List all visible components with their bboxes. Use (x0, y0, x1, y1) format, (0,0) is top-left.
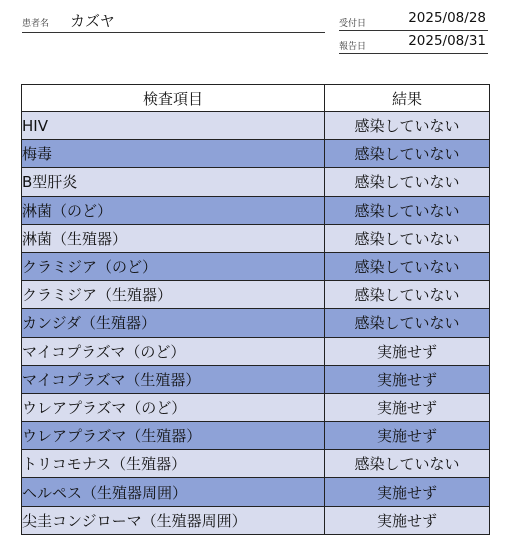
test-result-cell: 感染していない (325, 450, 490, 478)
table-row (22, 196, 490, 224)
table-row (22, 309, 490, 337)
test-result-cell: 実施せず (325, 337, 490, 365)
table-row (22, 422, 490, 450)
column-header-result: 結果 (325, 85, 490, 112)
test-item-cell: ウレアプラズマ（生殖器） (22, 422, 325, 450)
test-result-cell: 感染していない (325, 309, 490, 337)
test-result-cell: 感染していない (325, 281, 490, 309)
test-result-cell: 実施せず (325, 506, 490, 534)
test-item-cell: 淋菌（のど） (22, 196, 325, 224)
table-row (22, 252, 490, 280)
test-item-cell: ウレアプラズマ（のど） (22, 393, 325, 421)
table-row (22, 506, 490, 534)
table-row (22, 281, 490, 309)
test-item-cell: ヘルペス（生殖器周囲） (22, 478, 325, 506)
received-date-field (339, 8, 488, 31)
patient-name-label: 患者名 (22, 19, 50, 29)
table-row (22, 450, 490, 478)
table-body (22, 112, 490, 535)
table-row (22, 168, 490, 196)
test-item-cell: B型肝炎 (22, 168, 325, 196)
table-row (22, 224, 490, 252)
test-result-cell: 感染していない (325, 140, 490, 168)
test-item-cell: クラミジア（生殖器） (22, 281, 325, 309)
test-item-cell: 梅毒 (22, 140, 325, 168)
test-item-cell: マイコプラズマ（のど） (22, 337, 325, 365)
test-results-table (21, 84, 490, 535)
test-result-cell: 実施せず (325, 422, 490, 450)
test-result-cell: 感染していない (325, 168, 490, 196)
received-date-value: 2025/08/28 (408, 10, 486, 26)
table-row (22, 112, 490, 140)
patient-name-field (22, 8, 325, 33)
reported-date-label: 報告日 (339, 42, 367, 52)
test-result-cell: 実施せず (325, 393, 490, 421)
reported-date-field (339, 31, 488, 54)
test-result-cell: 実施せず (325, 478, 490, 506)
test-item-cell: クラミジア（のど） (22, 252, 325, 280)
test-item-cell: 淋菌（生殖器） (22, 224, 325, 252)
test-item-cell: 尖圭コンジローマ（生殖器周囲） (22, 506, 325, 534)
table-row (22, 393, 490, 421)
table-header-row (22, 85, 490, 112)
table-row (22, 140, 490, 168)
test-item-cell: カンジダ（生殖器） (22, 309, 325, 337)
test-result-cell: 実施せず (325, 365, 490, 393)
test-item-cell: HIV (22, 112, 325, 140)
test-item-cell: マイコプラズマ（生殖器） (22, 365, 325, 393)
table-row (22, 478, 490, 506)
test-result-cell: 感染していない (325, 196, 490, 224)
test-result-cell: 感染していない (325, 224, 490, 252)
test-result-cell: 感染していない (325, 252, 490, 280)
test-item-cell: トリコモナス（生殖器） (22, 450, 325, 478)
patient-name-value: カズヤ (70, 12, 115, 30)
table-row (22, 365, 490, 393)
received-date-label: 受付日 (339, 19, 367, 29)
reported-date-value: 2025/08/31 (408, 33, 486, 49)
column-header-test-item: 検査項目 (22, 85, 325, 112)
table-row (22, 337, 490, 365)
test-result-cell: 感染していない (325, 112, 490, 140)
